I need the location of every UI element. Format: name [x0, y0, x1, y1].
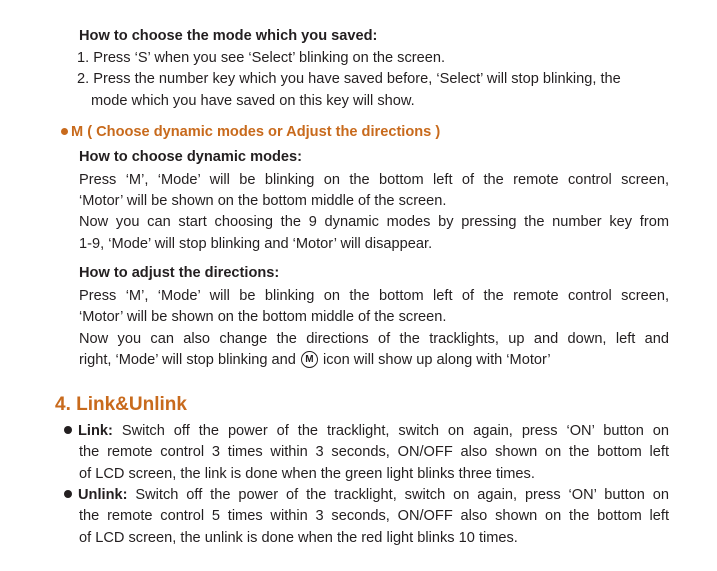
saved-mode-step-1: 1. Press ‘S’ when you see ‘Select’ blinking on the screen. — [77, 50, 446, 66]
m-button-icon: M — [301, 351, 318, 368]
link-line-3: of LCD screen, the link is done when the green light blinks three times. — [79, 466, 535, 482]
directions-line-4-after: icon will show up along with ‘Motor’ — [322, 352, 551, 368]
dynamic-line-2: ‘Motor’ will be shown on the bottom middle of the screen. — [79, 193, 447, 209]
unlink-line-1 — [64, 486, 669, 504]
bullet-icon — [64, 426, 72, 434]
link-label: Link: — [78, 423, 113, 439]
unlink-line-3: of LCD screen, the unlink is done when the red light blinks 10 times. — [79, 530, 518, 546]
unlink-label: Unlink: — [78, 487, 128, 503]
dynamic-modes-heading: How to choose dynamic modes: — [79, 149, 302, 165]
directions-line-3: Now you can also change the directions of the tracklights, up and down, left and — [79, 331, 669, 347]
directions-line-1: Press ‘M’, ‘Mode’ will be blinking on the bottom left of the remote control screen, — [79, 288, 669, 304]
dynamic-line-3: Now you can start choosing the 9 dynamic modes by pressing the number key from — [79, 214, 669, 230]
link-line-2: the remote control 3 times within 3 seconds, ON/OFF also shown on the bottom left — [79, 444, 669, 460]
dynamic-line-4: 1-9, ‘Mode’ will stop blinking and ‘Motor’ will disappear. — [79, 236, 433, 252]
link-unlink-title: 4. Link&Unlink — [55, 394, 187, 415]
saved-mode-step-2: 2. Press the number key which you have saved before, ‘Select’ will stop blinking, the — [77, 71, 621, 87]
directions-heading: How to adjust the directions: — [79, 265, 280, 281]
link-text-1: Switch off the power of the tracklight, switch on again, press ‘ON’ button on — [121, 423, 670, 439]
directions-line-4 — [79, 351, 551, 369]
saved-mode-step-2-cont: mode which you have saved on this key will show. — [91, 93, 415, 109]
link-line-1 — [64, 422, 669, 440]
directions-line-2: ‘Motor’ will be shown on the bottom middle of the screen. — [79, 309, 447, 325]
m-section-title — [61, 123, 440, 141]
directions-line-4-before: right, ‘Mode’ will stop blinking and — [79, 352, 296, 368]
bullet-icon — [64, 490, 72, 498]
unlink-text-1: Switch off the power of the tracklight, switch on again, press ‘ON’ button on — [135, 487, 670, 503]
m-section-title-text: M ( Choose dynamic modes or Adjust the directions ) — [71, 124, 441, 140]
saved-mode-heading: How to choose the mode which you saved: — [79, 28, 378, 44]
dynamic-line-1: Press ‘M’, ‘Mode’ will be blinking on the bottom left of the remote control screen, — [79, 172, 669, 188]
unlink-line-2: the remote control 5 times within 3 seconds, ON/OFF also shown on the bottom left — [79, 508, 669, 524]
bullet-icon — [61, 128, 68, 135]
